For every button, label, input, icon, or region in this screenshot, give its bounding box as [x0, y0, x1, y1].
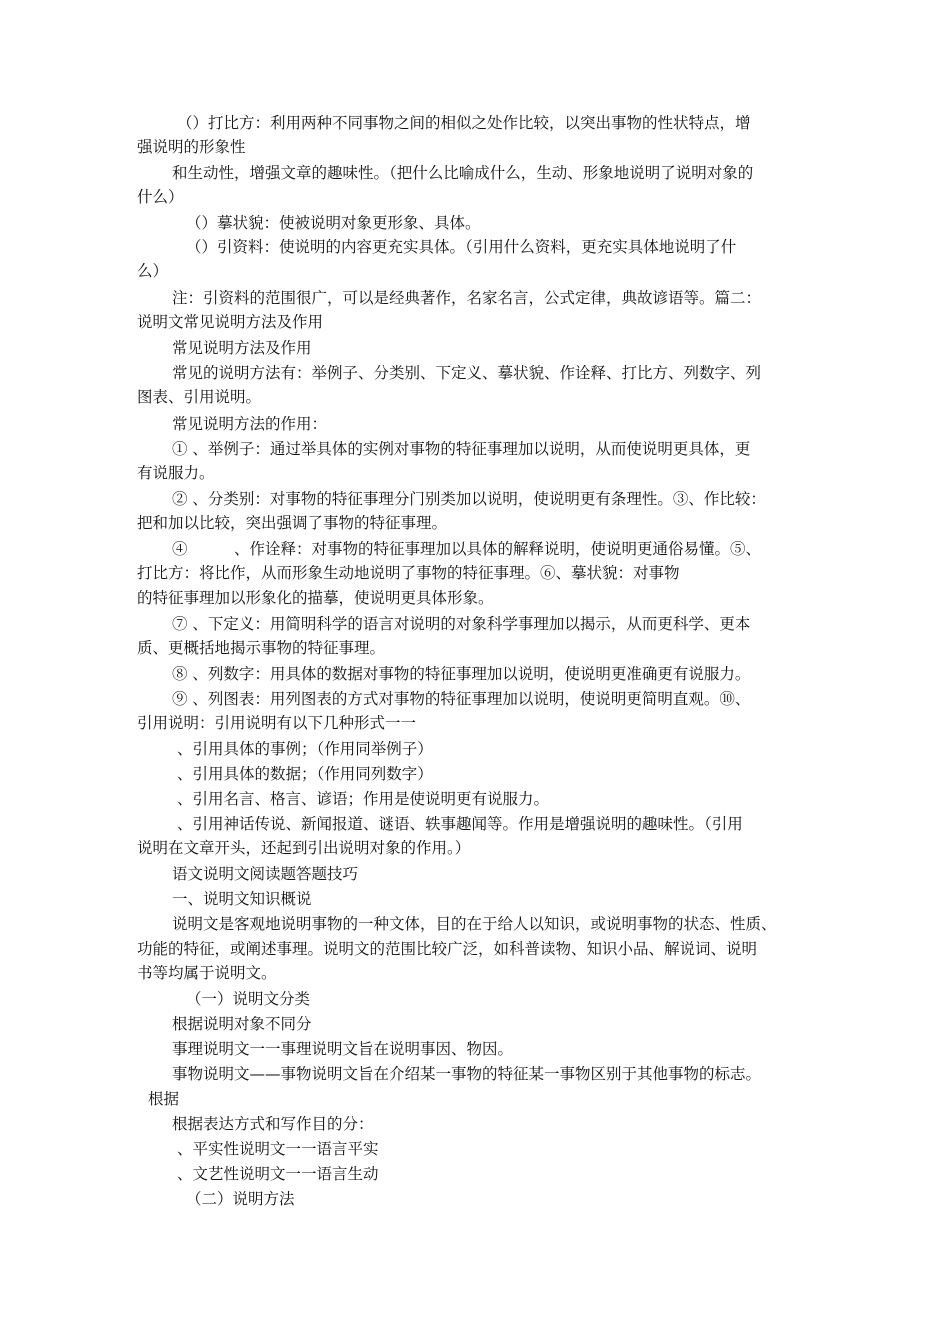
text-line: 注：引资料的范围很广，可以是经典著作，名家名言，公式定律，典故谚语等。篇二： [172, 289, 762, 307]
text-line: 书等均属于说明文。 [137, 964, 277, 982]
text-line: （一）说明文分类 [186, 990, 311, 1008]
text-line: 常见的说明方法有：举例子、分类别、下定义、摹状貌、作诠释、打比方、列数字、列 [172, 364, 762, 382]
text-line: 和生动性，增强文章的趣味性。（把什么比喻成什么，生动、形象地说明了说明对象的 [172, 164, 754, 182]
text-line: 质、更概括地揭示事物的特征事理。 [137, 639, 386, 657]
text-line: 事物说明文——事物说明文旨在介绍某一事物的特征某一事物区别于其他事物的标志。 [172, 1065, 762, 1083]
text-line: 图表、引用说明。 [137, 388, 262, 406]
text-line: 说明文常见说明方法及作用 [137, 313, 324, 331]
text-line: 根据说明对象不同分 [172, 1015, 312, 1033]
text-line: ⑦ 、下定义：用简明科学的语言对说明的对象科学事理加以揭示，从而更科学、更本 [172, 615, 751, 633]
text-line: 、引用名言、格言、谚语；作用是使说明更有说服力。 [177, 790, 550, 808]
text-line: （二）说明方法 [186, 1190, 295, 1208]
text-line: 强说明的形象性 [137, 138, 246, 156]
text-line: 打比方：将比作，从而形象生动地说明了事物的特征事理。⑥、摹状貌：对事物 [137, 564, 680, 582]
text-line: 一、说明文知识概说 [172, 890, 312, 908]
text-line: 说明文是客观地说明事物的一种文体，目的在于给人以知识，或说明事物的状态、性质、 [172, 915, 777, 933]
text-line: 么） [137, 262, 169, 280]
text-line: 、引用具体的数据；（作用同列数字） [177, 765, 433, 783]
text-line: 、引用具体的事例；（作用同举例子） [177, 740, 433, 758]
text-line: （）引资料：使说明的内容更充实具体。（引用什么资料，更充实具体地说明了什 [186, 238, 737, 256]
text-line: （）摹状貌：使被说明对象更形象、具体。 [186, 214, 481, 232]
text-line: 事理说明文一一事理说明文旨在说明事因、物因。 [172, 1040, 514, 1058]
text-line: 的特征事理加以形象化的描摹，使说明更具体形象。 [137, 589, 494, 607]
text-line: 根据表达方式和写作目的分： [172, 1115, 374, 1133]
text-line: 、引用神话传说、新闻报道、谜语、轶事趣闻等。作用是增强说明的趣味性。（引用 [177, 815, 743, 833]
text-line: 引用说明：引用说明有以下几种形式一一 [137, 714, 417, 732]
text-line: （）打比方：利用两种不同事物之间的相似之处作比较，以突出事物的性状特点，增 [177, 114, 751, 132]
text-line: ① 、举例子：通过举具体的实例对事物的特征事理加以说明，从而使说明更具体，更 [172, 440, 751, 458]
text-line: 说明在文章开头，还起到引出说明对象的作用。） [137, 839, 471, 857]
text-line: 常见说明方法的作用： [172, 415, 328, 433]
text-line: 、文艺性说明文一一语言生动 [177, 1165, 379, 1183]
text-line: 语文说明文阅读题答题技巧 [172, 865, 359, 883]
text-line: 把和加以比较，突出强调了事物的特征事理。 [137, 514, 448, 532]
text-line: 根据 [148, 1090, 180, 1108]
text-line: ⑨ 、列图表：用列图表的方式对事物的特征事理加以说明，使说明更简明直观。⑩、 [172, 690, 751, 708]
text-line: 常见说明方法及作用 [172, 339, 312, 357]
text-line: 有说服力。 [137, 464, 215, 482]
text-line: 什么） [137, 188, 184, 206]
text-line: 、平实性说明文一一语言平实 [177, 1140, 379, 1158]
text-line: 功能的特征，或阐述事理。说明文的范围比较广泛，如科普读物、知识小品、解说词、说明 [137, 940, 758, 958]
text-line: ④ 、作诠释：对事物的特征事理加以具体的解释说明，使说明更通俗易懂。⑤、 [172, 540, 762, 558]
text-line: ② 、分类别：对事物的特征事理分门别类加以说明，使说明更有条理性。③、作比较： [172, 490, 766, 508]
text-line: ⑧ 、列数字：用具体的数据对事物的特征事理加以说明，使说明更准确更有说服力。 [172, 665, 751, 683]
